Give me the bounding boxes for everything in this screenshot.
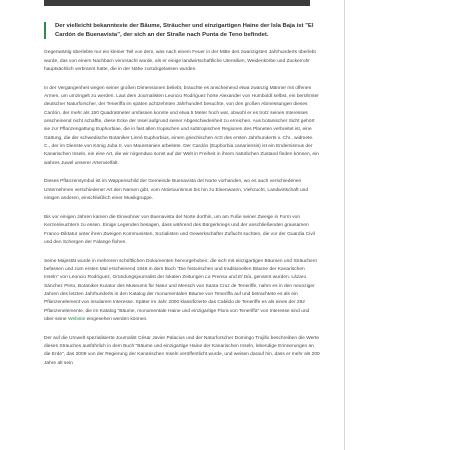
paragraph-symbol: Dieses Pflanzensymbol ist im Wappenschild der Gemeinde Buenavista del Norte vorhanden, wo es auch verschiedenen Unternehmen verschiedener Art den Namen gibt, vom Aktivtourismus bis hin zu Eisenwaren, Viehzucht, Landwirtschaft und einigen anderen, einschließlich einer Musikgruppe. [44,179,309,202]
paragraph-text: und [227,275,239,281]
paragraph-fire: Gegenwärtig überlebte nur ein kleiner Teil von dem, was nach einem Feuer in der Mitte des zwanzigsten Jahrhunderts überlebt wurde, das von einem Nachbarn verursacht wurde, als er einige landwirtschaftliche Utensilien, Weidenkörbe und Zuckerrohr hauptsächlich verbrannt hatte, die in der Nähe zurückgelassen wurden. [44,50,316,72]
paragraph-text: Seine Majestät wurde in mehreren schriftlichen Dokumenten hervorgehoben, die sich mit einzigartigen Bäumen und Sträuchern befassen und zum ersten Mal erscheinend 1946 in dem Buch "Die historischen und traditionellen Bäume der Kanarischen Inseln" von Leoncio Rodríguez, Gründungsjournalist der lokalen Zeitungen [44,258,318,281]
header-image [44,0,310,6]
paragraph-history: In der Vergangenheit wegen seiner großen Dimensionen beliebt, brauchte es anscheinend etwa zwanzig Männer mit offenen Armen, um umzingelt zu werden. Laut dem Journalisten Leoncio Rodríguez hörte Alexander von Humboldt selbst, ein berühmter deutscher Naturforscher, der Teneriffa im späten achtzehnten Jahrhundert besuchte, von den großen Abmessungen dieses Cardón, der mehr als 150 Quadratmeter umfassen konnte und etwa 5 Meter hoch war, obwohl er es trotz seines Interesses anscheinend nicht schaffte, diese Ecke der Insel aufgrund seiner Abgeschiedenheit zu erreichen. Aus botanischer Sicht gehört sie zur Pflanzengattung Euphorbiae, die in fast allen tropischen und subtropischen Regionen des Planeten verbreitet ist, eine Gattung, die der schwedische Botaniker Linné Euphorbius, einem griechischen Arzt des ersten Jahrhunderts v. Chr., widmete. C., der im Dienste von König Juba II. von Mauretanien arbeitete. Der Cardón (Euphorbia canariensis) ist ein Endemismus der Kanarischen Inseln, ein eine Art, die wir nirgendwo sonst auf der Welt in Freiheit in ihrem natürlichen Zustand finden können, ein wahres Juwel unserer Artenvielfalt. [44,85,319,166]
paragraph-legends: Bis vor einigen Jahren kamen die Einwohner von Buenavista del Norte dorthin, um am Fuße seiner Zweige in Form von Kerzenleuchtern zu essen. Einige Legenden besagen, dass während des Bürgerkriegs und der anschließenden grausamen Franco-Diktatur unter ihren Zweigen Kommunisten, Sozialisten und Gewerkschafter Zuflucht suchten, die vor der Guardia Civil und den Schergen der Falange flohen. [44,214,315,245]
sidebar-divider [344,0,345,450]
paragraph-text: , genannt wurden. Lázaro Sánchez Pinto, Botaniker Kurator des Museums für Natur und Mensch von Santa Cruz de Teneriffe, nahm es in den neunziger Jahren des letzten Jahrhunderts in den Katalog der monumentalen Bäume von Teneriffa auf und betrachtete es als ein Pflanzenelement von insularem Interesse. Später im Jahr 2000 klassifizierte das Cabildo de Teneriffe es als eines der 292 Pflanzenelemente, die im Katalog "Bäume, monumentale Haine und einzigartige Flora von Teneriffa" von Interesse sind und über seine [44,275,315,323]
paragraph-book: Der auf die Umwelt spezialisierte Journalist César Javier Palacios und der Naturforscher Domingo Trujillo beschreiben die Werte dieses Strauches ausführlich in dem Buch "Bäume und einzigartige Haine der Kanarischen Inseln, lebendige Erinnerungen an die Erde", das 2009 von der Regierung der Kanarischen Inseln veröffentlicht wurde, und weisen darauf hin, dass er mehr als 200 Jahre alt sein [44,335,320,366]
newspaper-name: La Prensa [205,275,228,281]
paragraph-text: eingesehen werden können. [85,317,148,323]
newspaper-name: El Día [238,275,252,281]
article-body [44,22,320,379]
website-link[interactable]: Website [67,317,86,323]
lead-paragraph: Der vielleicht bekannteste der Bäume, Sträucher und einzigartigen Haine der Isla Baja ist "El Cardón de Buenavista", der sich an der Straße nach Punta de Teno befindet. [44,22,315,39]
paragraph-documents [44,258,320,325]
